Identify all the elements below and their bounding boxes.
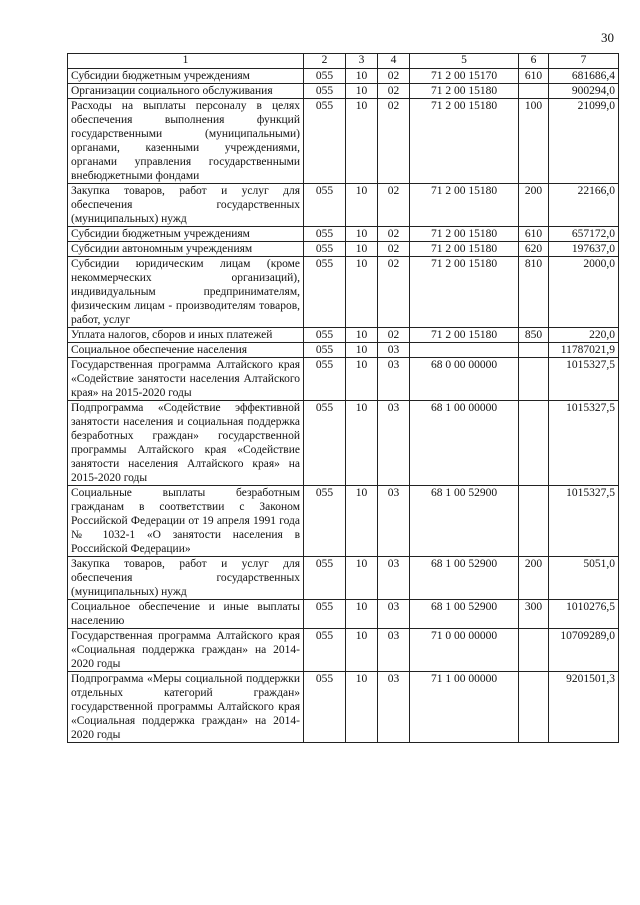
table-row bbox=[68, 401, 619, 486]
expense-type-code: 200 bbox=[519, 557, 549, 600]
expense-type-code: 810 bbox=[519, 257, 549, 328]
subsection-code: 02 bbox=[378, 99, 410, 184]
budget-table bbox=[67, 53, 619, 743]
header-cell: 1 bbox=[68, 54, 304, 69]
section-code: 10 bbox=[346, 227, 378, 242]
expense-type-code: 100 bbox=[519, 99, 549, 184]
target-article-code: 71 2 00 15180 bbox=[410, 99, 519, 184]
ministry-code: 055 bbox=[304, 84, 346, 99]
table-row bbox=[68, 69, 619, 84]
subsection-code: 03 bbox=[378, 629, 410, 672]
expense-type-code bbox=[519, 401, 549, 486]
section-code: 10 bbox=[346, 557, 378, 600]
amount: 900294,0 bbox=[549, 84, 619, 99]
section-code: 10 bbox=[346, 84, 378, 99]
section-code: 10 bbox=[346, 99, 378, 184]
header-cell: 6 bbox=[519, 54, 549, 69]
header-cell: 3 bbox=[346, 54, 378, 69]
expense-type-code: 300 bbox=[519, 600, 549, 629]
row-name: Подпрограмма «Содействие эффективной занятости населения и социальная поддержка безработных граждан» государственной программы Алтайского края «Содействие занятости населения Алтайского края» на 2015-2020 годы bbox=[68, 401, 304, 486]
amount: 681686,4 bbox=[549, 69, 619, 84]
amount: 21099,0 bbox=[549, 99, 619, 184]
row-name: Организации социального обслуживания bbox=[68, 84, 304, 99]
row-name: Социальные выплаты безработным гражданам в соответствии с Законом Российской Федерации от 19 апреля 1991 года № 1032-1 «О занятости населения в Российской Федерации» bbox=[68, 486, 304, 557]
table-row bbox=[68, 557, 619, 600]
section-code: 10 bbox=[346, 328, 378, 343]
target-article-code bbox=[410, 343, 519, 358]
subsection-code: 02 bbox=[378, 184, 410, 227]
subsection-code: 02 bbox=[378, 84, 410, 99]
header-cell: 4 bbox=[378, 54, 410, 69]
expense-type-code bbox=[519, 358, 549, 401]
amount: 2000,0 bbox=[549, 257, 619, 328]
ministry-code: 055 bbox=[304, 486, 346, 557]
amount: 1015327,5 bbox=[549, 358, 619, 401]
amount: 197637,0 bbox=[549, 242, 619, 257]
target-article-code: 71 2 00 15170 bbox=[410, 69, 519, 84]
section-code: 10 bbox=[346, 600, 378, 629]
table-row bbox=[68, 257, 619, 328]
row-name: Закупка товаров, работ и услуг для обеспечения государственных (муниципальных) нужд bbox=[68, 557, 304, 600]
section-code: 10 bbox=[346, 184, 378, 227]
ministry-code: 055 bbox=[304, 629, 346, 672]
expense-type-code: 200 bbox=[519, 184, 549, 227]
table-row bbox=[68, 227, 619, 242]
expense-type-code: 610 bbox=[519, 227, 549, 242]
ministry-code: 055 bbox=[304, 69, 346, 84]
table-row bbox=[68, 343, 619, 358]
amount: 220,0 bbox=[549, 328, 619, 343]
target-article-code: 71 1 00 00000 bbox=[410, 672, 519, 743]
target-article-code: 68 1 00 52900 bbox=[410, 557, 519, 600]
target-article-code: 71 2 00 15180 bbox=[410, 257, 519, 328]
expense-type-code: 620 bbox=[519, 242, 549, 257]
expense-type-code: 850 bbox=[519, 328, 549, 343]
section-code: 10 bbox=[346, 672, 378, 743]
expense-type-code bbox=[519, 84, 549, 99]
subsection-code: 02 bbox=[378, 242, 410, 257]
amount: 9201501,3 bbox=[549, 672, 619, 743]
expense-type-code bbox=[519, 486, 549, 557]
amount: 5051,0 bbox=[549, 557, 619, 600]
subsection-code: 03 bbox=[378, 557, 410, 600]
row-name: Субсидии юридическим лицам (кроме некоммерческих организаций), индивидуальным предпринимателям, физическим лицам - производителям товаров, работ, услуг bbox=[68, 257, 304, 328]
page-number: 30 bbox=[601, 30, 614, 45]
subsection-code: 02 bbox=[378, 328, 410, 343]
table-row bbox=[68, 84, 619, 99]
table-row bbox=[68, 358, 619, 401]
section-code: 10 bbox=[346, 242, 378, 257]
target-article-code: 71 2 00 15180 bbox=[410, 328, 519, 343]
ministry-code: 055 bbox=[304, 600, 346, 629]
expense-type-code bbox=[519, 629, 549, 672]
row-name: Государственная программа Алтайского края «Социальная поддержка граждан» на 2014-2020 годы bbox=[68, 629, 304, 672]
row-name: Закупка товаров, работ и услуг для обеспечения государственных (муниципальных) нужд bbox=[68, 184, 304, 227]
subsection-code: 03 bbox=[378, 672, 410, 743]
section-code: 10 bbox=[346, 343, 378, 358]
target-article-code: 68 0 00 00000 bbox=[410, 358, 519, 401]
row-name: Государственная программа Алтайского края «Содействие занятости населения Алтайского края» на 2015-2020 годы bbox=[68, 358, 304, 401]
table-row bbox=[68, 242, 619, 257]
row-name: Уплата налогов, сборов и иных платежей bbox=[68, 328, 304, 343]
ministry-code: 055 bbox=[304, 99, 346, 184]
table-row bbox=[68, 99, 619, 184]
amount: 10709289,0 bbox=[549, 629, 619, 672]
amount: 11787021,9 bbox=[549, 343, 619, 358]
row-name: Субсидии автономным учреждениям bbox=[68, 242, 304, 257]
table-row bbox=[68, 629, 619, 672]
expense-type-code bbox=[519, 343, 549, 358]
section-code: 10 bbox=[346, 401, 378, 486]
subsection-code: 03 bbox=[378, 401, 410, 486]
subsection-code: 03 bbox=[378, 486, 410, 557]
ministry-code: 055 bbox=[304, 227, 346, 242]
row-name: Расходы на выплаты персоналу в целях обеспечения выполнения функций государственными (муниципальными) органами, казенными учреждениями, органами управления государственными внебюджетными фондами bbox=[68, 99, 304, 184]
target-article-code: 71 2 00 15180 bbox=[410, 242, 519, 257]
subsection-code: 02 bbox=[378, 257, 410, 328]
table-row bbox=[68, 600, 619, 629]
header-cell: 7 bbox=[549, 54, 619, 69]
row-name: Подпрограмма «Меры социальной поддержки отдельных категорий граждан» государственной программы Алтайского края «Социальная поддержка граждан» на 2014-2020 годы bbox=[68, 672, 304, 743]
target-article-code: 71 2 00 15180 bbox=[410, 227, 519, 242]
ministry-code: 055 bbox=[304, 257, 346, 328]
amount: 1015327,5 bbox=[549, 401, 619, 486]
subsection-code: 02 bbox=[378, 69, 410, 84]
section-code: 10 bbox=[346, 629, 378, 672]
table-row bbox=[68, 672, 619, 743]
table-header-row bbox=[68, 54, 619, 69]
ministry-code: 055 bbox=[304, 557, 346, 600]
subsection-code: 02 bbox=[378, 227, 410, 242]
expense-type-code: 610 bbox=[519, 69, 549, 84]
ministry-code: 055 bbox=[304, 343, 346, 358]
row-name: Социальное обеспечение населения bbox=[68, 343, 304, 358]
target-article-code: 68 1 00 52900 bbox=[410, 486, 519, 557]
amount: 657172,0 bbox=[549, 227, 619, 242]
target-article-code: 71 0 00 00000 bbox=[410, 629, 519, 672]
ministry-code: 055 bbox=[304, 242, 346, 257]
ministry-code: 055 bbox=[304, 328, 346, 343]
ministry-code: 055 bbox=[304, 401, 346, 486]
target-article-code: 71 2 00 15180 bbox=[410, 184, 519, 227]
section-code: 10 bbox=[346, 486, 378, 557]
amount: 22166,0 bbox=[549, 184, 619, 227]
row-name: Социальное обеспечение и иные выплаты населению bbox=[68, 600, 304, 629]
section-code: 10 bbox=[346, 69, 378, 84]
section-code: 10 bbox=[346, 358, 378, 401]
table-row bbox=[68, 184, 619, 227]
ministry-code: 055 bbox=[304, 358, 346, 401]
subsection-code: 03 bbox=[378, 343, 410, 358]
table-row bbox=[68, 328, 619, 343]
amount: 1010276,5 bbox=[549, 600, 619, 629]
target-article-code: 68 1 00 00000 bbox=[410, 401, 519, 486]
header-cell: 5 bbox=[410, 54, 519, 69]
subsection-code: 03 bbox=[378, 600, 410, 629]
header-cell: 2 bbox=[304, 54, 346, 69]
target-article-code: 71 2 00 15180 bbox=[410, 84, 519, 99]
subsection-code: 03 bbox=[378, 358, 410, 401]
expense-type-code bbox=[519, 672, 549, 743]
row-name: Субсидии бюджетным учреждениям bbox=[68, 227, 304, 242]
ministry-code: 055 bbox=[304, 672, 346, 743]
amount: 1015327,5 bbox=[549, 486, 619, 557]
row-name: Субсидии бюджетным учреждениям bbox=[68, 69, 304, 84]
table-row bbox=[68, 486, 619, 557]
ministry-code: 055 bbox=[304, 184, 346, 227]
section-code: 10 bbox=[346, 257, 378, 328]
target-article-code: 68 1 00 52900 bbox=[410, 600, 519, 629]
